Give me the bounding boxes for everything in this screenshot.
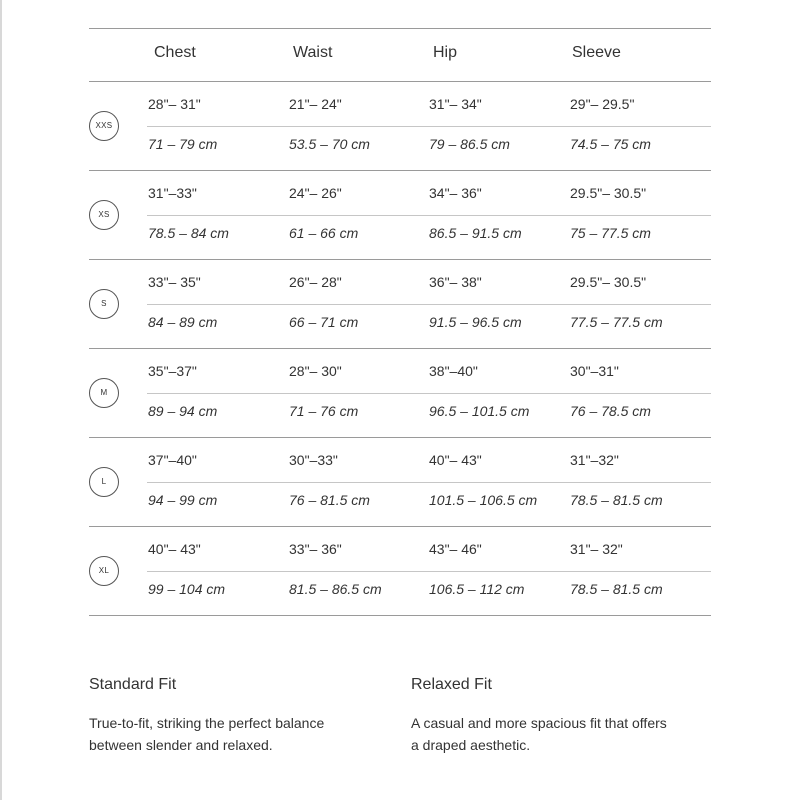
table-row [89,171,711,260]
hip-cm-cell: 96.5 – 101.5 cm [429,403,530,419]
hip-inches-cell: 31"– 34" [429,96,482,112]
column-header-hip: Hip [433,44,458,61]
table-row [89,527,711,616]
size-chart-table [89,28,711,616]
hip-cm-cell: 79 – 86.5 cm [429,136,510,152]
size-badge: M [89,378,119,408]
sleeve-inches-cell: 29.5"– 30.5" [570,185,647,201]
hip-inches-cell: 40"– 43" [429,452,482,468]
sleeve-cm-cell: 75 – 77.5 cm [570,225,651,241]
row-unit-divider [147,482,711,483]
waist-inches-cell: 21"– 24" [289,96,342,112]
chest-inches-cell: 33"– 35" [148,274,201,290]
relaxed-fit-description-line: a draped aesthetic. [411,737,531,753]
waist-cm-cell: 71 – 76 cm [289,403,359,419]
waist-cm-cell: 53.5 – 70 cm [289,136,370,152]
table-row [89,438,711,527]
chest-cm-cell: 78.5 – 84 cm [148,225,229,241]
hip-inches-cell: 34"– 36" [429,185,482,201]
chest-cm-cell: 84 – 89 cm [148,314,218,330]
sleeve-cm-cell: 78.5 – 81.5 cm [570,581,663,597]
chest-inches-cell: 31"–33" [148,185,197,201]
chest-inches-cell: 35"–37" [148,363,197,379]
chest-inches-cell: 28"– 31" [148,96,201,112]
chest-inches-cell: 40"– 43" [148,541,201,557]
size-badge: XS [89,200,119,230]
table-row [89,260,711,349]
row-unit-divider [147,126,711,127]
relaxed-fit-title: Relaxed Fit [411,676,492,693]
waist-cm-cell: 61 – 66 cm [289,225,359,241]
sleeve-inches-cell: 29.5"– 30.5" [570,274,647,290]
sleeve-inches-cell: 31"–32" [570,452,619,468]
chest-cm-cell: 99 – 104 cm [148,581,226,597]
hip-cm-cell: 91.5 – 96.5 cm [429,314,522,330]
standard-fit-description-line: between slender and relaxed. [89,737,273,753]
sleeve-cm-cell: 76 – 78.5 cm [570,403,651,419]
sleeve-inches-cell: 30"–31" [570,363,619,379]
relaxed-fit-section [411,676,731,756]
row-unit-divider [147,304,711,305]
waist-inches-cell: 33"– 36" [289,541,342,557]
column-header-waist: Waist [293,44,333,61]
chest-cm-cell: 94 – 99 cm [148,492,218,508]
chest-cm-cell: 89 – 94 cm [148,403,218,419]
sleeve-inches-cell: 29"– 29.5" [570,96,635,112]
sleeve-inches-cell: 31"– 32" [570,541,623,557]
waist-cm-cell: 81.5 – 86.5 cm [289,581,382,597]
hip-cm-cell: 101.5 – 106.5 cm [429,492,538,508]
column-header-sleeve: Sleeve [572,44,621,61]
sleeve-cm-cell: 74.5 – 75 cm [570,136,651,152]
waist-cm-cell: 66 – 71 cm [289,314,359,330]
standard-fit-description-line: True-to-fit, striking the perfect balance [89,715,325,731]
relaxed-fit-description [411,712,731,756]
hip-inches-cell: 38"–40" [429,363,478,379]
waist-inches-cell: 30"–33" [289,452,338,468]
column-header-chest: Chest [154,44,196,61]
size-badge: L [89,467,119,497]
standard-fit-section [89,676,409,756]
sleeve-cm-cell: 77.5 – 77.5 cm [570,314,663,330]
chest-inches-cell: 37"–40" [148,452,197,468]
table-row [89,82,711,171]
size-badge: XXS [89,111,119,141]
hip-cm-cell: 86.5 – 91.5 cm [429,225,522,241]
chest-cm-cell: 71 – 79 cm [148,136,218,152]
standard-fit-title: Standard Fit [89,676,177,693]
hip-cm-cell: 106.5 – 112 cm [429,581,525,597]
table-header-row [89,29,711,82]
waist-cm-cell: 76 – 81.5 cm [289,492,370,508]
row-unit-divider [147,571,711,572]
standard-fit-description [89,712,409,756]
hip-inches-cell: 36"– 38" [429,274,482,290]
size-badge: XL [89,556,119,586]
waist-inches-cell: 24"– 26" [289,185,342,201]
page-edge-rule [0,0,2,800]
row-unit-divider [147,215,711,216]
hip-inches-cell: 43"– 46" [429,541,482,557]
size-badge: S [89,289,119,319]
table-row [89,349,711,438]
row-unit-divider [147,393,711,394]
waist-inches-cell: 28"– 30" [289,363,342,379]
relaxed-fit-description-line: A casual and more spacious fit that offers [411,715,667,731]
waist-inches-cell: 26"– 28" [289,274,342,290]
sleeve-cm-cell: 78.5 – 81.5 cm [570,492,663,508]
